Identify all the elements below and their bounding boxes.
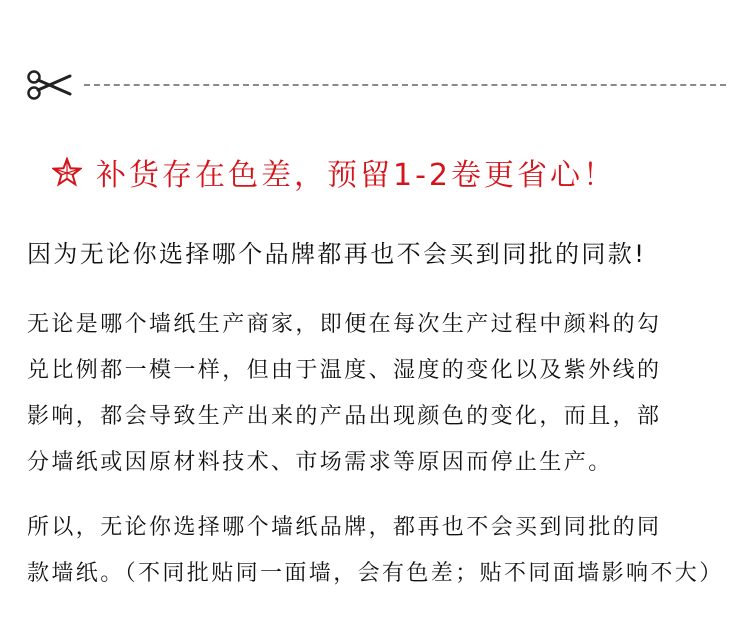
paragraph-2-line: 款墙纸。（不同批贴同一面墙，会有色差；贴不同面墙影响不大） [27, 561, 724, 586]
paragraph-2 [27, 505, 729, 597]
cut-divider [26, 70, 726, 100]
paragraph-1-line: 兑比例都一模一样，但由于温度、湿度的变化以及紫外线的 [27, 358, 662, 383]
subheading: 因为无论你选择哪个品牌都再也不会买到同批的同款! [27, 240, 647, 268]
paragraph-1-line: 无论是哪个墙纸生产商家，即便在每次生产过程中颜料的勾 [27, 312, 662, 337]
dashed-line [84, 84, 726, 86]
paragraph-1-line: 分墙纸或因原材料技术、市场需求等原因而停止生产。 [27, 450, 613, 475]
paragraph-2-line: 所以，无论你选择哪个墙纸品牌，都再也不会买到同批的同 [27, 515, 662, 540]
paragraph-1-line: 影响，都会导致生产出来的产品出现颜色的变化，而且，部 [27, 404, 662, 429]
paragraph-1 [27, 302, 729, 486]
star-icon [52, 157, 82, 187]
headline-text: 补货存在色差，预留1-2卷更省心！ [96, 158, 616, 193]
headline [52, 150, 616, 194]
scissors-icon [26, 70, 72, 100]
